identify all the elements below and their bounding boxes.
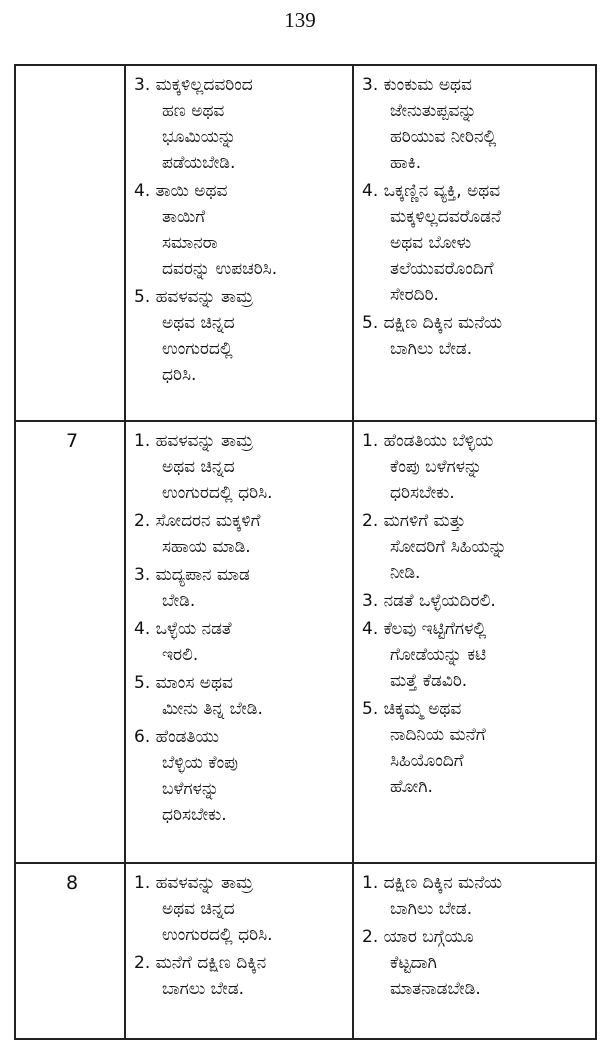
item-first-line: 1. ಹೆಂಡತಿಯು ಬೆಳ್ಳಿಯ: [362, 431, 494, 451]
item-first-line: 5. ಹವಳವನ್ನು ತಾಮ್ರ: [134, 287, 253, 307]
column-dont: [353, 65, 596, 421]
list-item: [134, 72, 348, 176]
list-item: [134, 616, 348, 668]
list-item: [134, 428, 348, 506]
page-number: 139: [284, 8, 316, 32]
list-item: [362, 72, 591, 176]
item-first-line: 3. ಮಕ್ಕಳಿಲ್ಲದವರಿಂದ: [134, 75, 253, 95]
item-text-line: ತಲೆಯುವರೊಂದಿಗೆ: [390, 259, 494, 279]
item-text-line: ಜೇನುತುಪ್ಪವನ್ನು: [390, 101, 477, 121]
list-item: [362, 428, 591, 506]
item-text-line: ಬಳೆಗಳನ್ನು: [162, 779, 220, 799]
item-first-line: 3. ಮದ್ಯಪಾನ ಮಾಡ: [134, 565, 250, 585]
table-row: [15, 863, 596, 1039]
item-text-line: ಸೇರದಿರಿ.: [390, 285, 439, 305]
list-item: [362, 616, 591, 694]
column-do: [125, 421, 353, 863]
item-text-line: ಹಣ ಅಥವ: [162, 101, 225, 121]
item-text-line: ಪಡೆಯಬೇಡಿ.: [162, 153, 236, 173]
column-dont: [353, 863, 596, 1039]
item-text-line: ನೀಡಿ.: [390, 563, 421, 583]
item-text-line: ಅಥವ ಚಿನ್ನದ: [162, 899, 235, 919]
item-first-line: 1. ಹವಳವನ್ನು ತಾಮ್ರ: [134, 873, 253, 893]
item-text-line: ಹಾಕಿ.: [390, 153, 422, 173]
item-text-line: ಅಥವ ಚಿನ್ನದ: [162, 457, 235, 477]
item-text-line: ಅಥವ ಬೋಳು: [390, 233, 472, 253]
list-item: [134, 950, 348, 1002]
item-text-line: ಹರಿಯುವ ನೀರಿನಲ್ಲಿ: [390, 127, 497, 147]
item-text-line: ಉಂಗುರದಲ್ಲಿ: [162, 339, 233, 359]
list-item: [362, 870, 591, 922]
item-text-line: ಕೆಂಪು ಬಳೆಗಳನ್ನು: [390, 457, 483, 477]
item-text-line: ಮತ್ತೆ ಕೆಡವಿರಿ.: [390, 671, 468, 691]
item-text-line: ದವರನ್ನು ಉಪಚರಿಸಿ.: [162, 259, 278, 279]
column-do: [125, 863, 353, 1039]
list-item: [362, 924, 591, 1002]
item-text-line: ಬಾಗಿಲು ಬೇಡ.: [390, 899, 473, 919]
item-text-line: ಧರಿಸಿ.: [162, 365, 197, 385]
item-text-line: ಧರಿಸಬೇಕು.: [162, 805, 227, 825]
list-item: [362, 508, 591, 586]
item-first-line: 1. ಹವಳವನ್ನು ತಾಮ್ರ: [134, 431, 253, 451]
item-text-line: ಕೆಟ್ಟದಾಗಿ: [390, 953, 437, 973]
list-item: [134, 284, 348, 388]
item-text-line: ಧರಿಸಬೇಕು.: [390, 483, 455, 503]
list-item: [362, 310, 591, 362]
item-first-line: 1. ದಕ್ಷಿಣ ದಿಕ್ಕಿನ ಮನೆಯ: [362, 873, 503, 893]
list-item: [134, 724, 348, 828]
item-text-line: ತಾಯಿಗೆ: [162, 207, 206, 227]
item-first-line: 3. ನಡತೆ ಒಳ್ಳೆಯದಿರಲಿ.: [362, 591, 496, 611]
item-first-line: 4. ಕೆಲವು ಇಟ್ಟಿಗೆಗಳಲ್ಲಿ: [362, 619, 487, 639]
list-item: [362, 696, 591, 800]
item-text-line: ಸೋದರಿಗೆ ಸಿಹಿಯನ್ನು: [390, 537, 507, 557]
item-text-line: ಮಕ್ಕಳಿಲ್ಲದವರೊಡನೆ: [390, 207, 502, 227]
list-item: [134, 670, 348, 722]
item-text-line: ನಾದಿನಿಯ ಮನೆಗೆ: [390, 725, 486, 745]
item-first-line: 4. ತಾಯಿ ಅಥವ: [134, 181, 228, 201]
item-text-line: ಬೇಡಿ.: [162, 591, 196, 611]
item-text-line: ಇರಲಿ.: [162, 645, 199, 665]
row-number: 8: [15, 863, 125, 1039]
row-number: 7: [15, 421, 125, 863]
list-item: [134, 870, 348, 948]
item-text-line: ಅಥವ ಚಿನ್ನದ: [162, 313, 235, 333]
item-first-line: 4. ಒಕ್ಕಣ್ಣಿನ ವ್ಯಕ್ತಿ, ಅಥವ: [362, 181, 501, 201]
item-text-line: ಉಂಗುರದಲ್ಲಿ ಧರಿಸಿ.: [162, 483, 273, 503]
item-first-line: 2. ಮನೆಗೆ ದಕ್ಷಿಣ ದಿಕ್ಕಿನ: [134, 953, 267, 973]
table-row: [15, 65, 596, 421]
item-text-line: ಸಿಹಿಯೊಂದಿಗೆ: [390, 751, 464, 771]
remedies-table: [14, 64, 597, 1040]
item-first-line: 5. ಮಾಂಸ ಅಥವ: [134, 673, 233, 693]
item-first-line: 3. ಕುಂಕುಮ ಅಥವ: [362, 75, 472, 95]
item-text-line: ಬಾಗಲು ಬೇಡ.: [162, 979, 245, 999]
item-text-line: ಮಾತನಾಡಬೇಡಿ.: [390, 979, 481, 999]
list-item: [362, 178, 591, 308]
column-do: [125, 65, 353, 421]
column-dont: [353, 421, 596, 863]
item-text-line: ಬಾಗಿಲು ಬೇಡ.: [390, 339, 473, 359]
item-text-line: ಭೂಮಿಯನ್ನು: [162, 127, 237, 147]
list-item: [134, 178, 348, 282]
item-first-line: 2. ಸೋದರನ ಮಕ್ಕಳಿಗೆ: [134, 511, 261, 531]
item-text-line: ಸಹಾಯ ಮಾಡಿ.: [162, 537, 251, 557]
item-first-line: 4. ಒಳ್ಳೆಯ ನಡತೆ: [134, 619, 232, 639]
item-text-line: ಬೆಳ್ಳಿಯ ಕೆಂಪು: [162, 753, 238, 773]
list-item: [134, 508, 348, 560]
item-text-line: ಹೋಗಿ.: [390, 777, 433, 797]
item-text-line: ಉಂಗುರದಲ್ಲಿ ಧರಿಸಿ.: [162, 925, 273, 945]
item-first-line: 6. ಹೆಂಡತಿಯು: [134, 727, 220, 747]
item-first-line: 5. ದಕ್ಷಿಣ ದಿಕ್ಕಿನ ಮನೆಯ: [362, 313, 503, 333]
item-first-line: 5. ಚಿಕ್ಕಮ್ಮ ಅಥವ: [362, 699, 462, 719]
list-item: [134, 562, 348, 614]
item-text-line: ಸಮಾನರಾ: [162, 233, 218, 253]
item-first-line: 2. ಯಾರ ಬಗ್ಗೆಯೂ: [362, 927, 474, 947]
item-text-line: ಮೀನು ತಿನ್ನ ಬೇಡಿ.: [162, 699, 263, 719]
item-first-line: 2. ಮಗಳಿಗೆ ಮತ್ತು: [362, 511, 466, 531]
table-row: [15, 421, 596, 863]
row-number: [15, 65, 125, 421]
list-item: [362, 588, 591, 614]
item-text-line: ಗೋಡೆಯನ್ನು ಕಟಿ: [390, 645, 487, 665]
